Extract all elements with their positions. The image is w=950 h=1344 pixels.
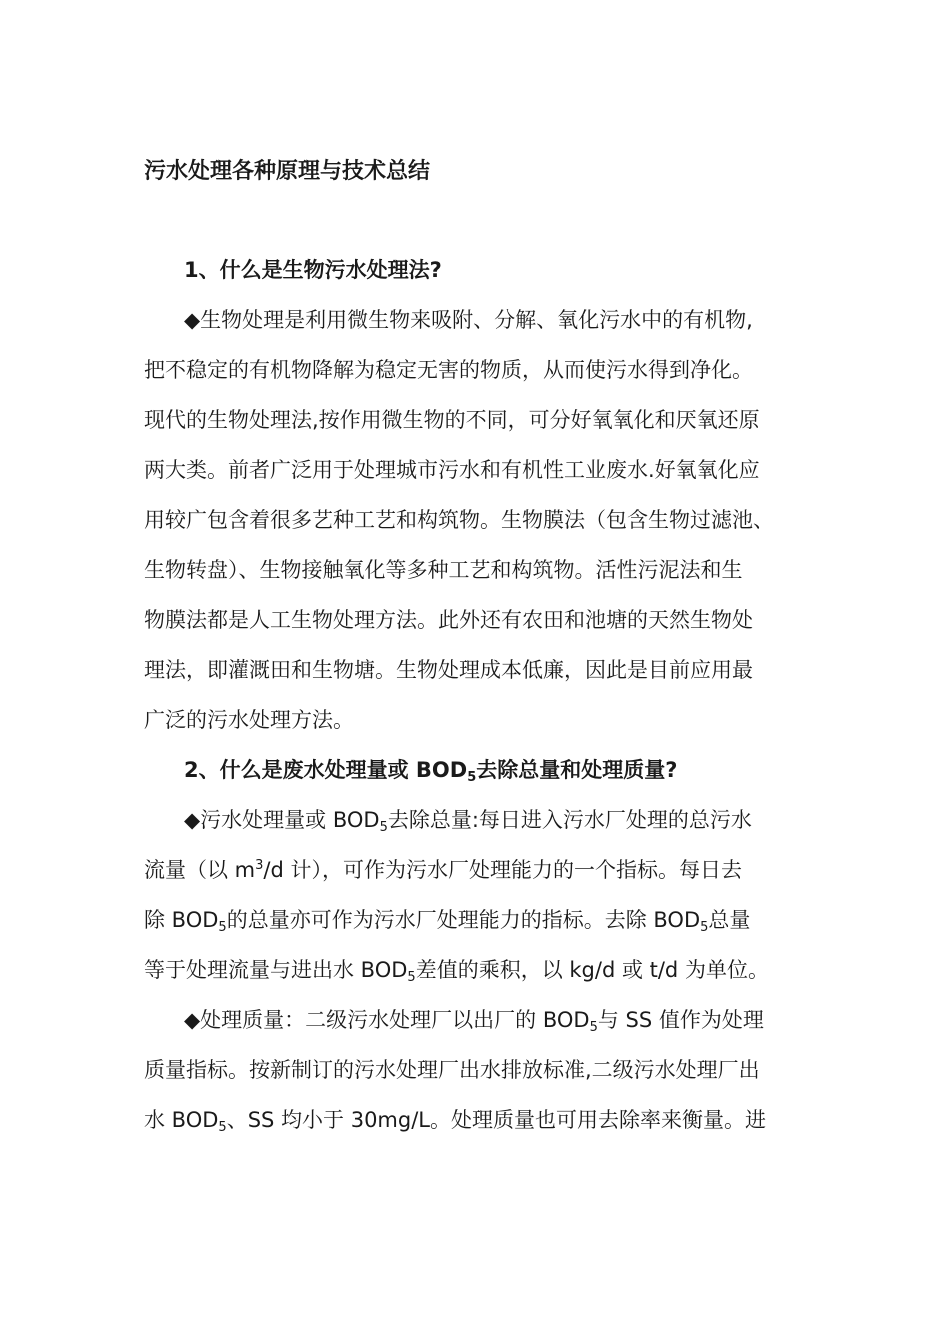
text-run: 差值的乘积，以 kg/d 或 t/d 为单位。 bbox=[415, 958, 769, 982]
section-1-line-9: 广泛的污水处理方法。 bbox=[144, 708, 354, 732]
section-1-line-1: ◆生物处理是利用微生物来吸附、分解、氧化污水中的有机物, bbox=[184, 308, 753, 332]
subscript: 5 bbox=[218, 920, 227, 935]
text-run: /d 计），可作为污水厂处理能力的一个指标。每日去 bbox=[263, 858, 743, 882]
section-2-p2-line-1 bbox=[144, 995, 804, 1045]
text-run: 等于处理流量与进出水 BOD bbox=[144, 958, 408, 982]
text-run: ◆污水处理量或 BOD bbox=[184, 808, 380, 832]
section-1-line-6: 生物转盘）、生物接触氧化等多种工艺和构筑物。活性污泥法和生 bbox=[144, 558, 743, 582]
section-2-p2-line-2: 质量指标。按新制订的污水处理厂出水排放标准,二级污水处理厂出 bbox=[144, 1058, 760, 1082]
subscript: 5 bbox=[218, 1120, 227, 1135]
section-2-p2-line-3 bbox=[144, 1095, 804, 1145]
section-2-heading bbox=[144, 745, 804, 795]
document-title: 污水处理各种原理与技术总结 bbox=[144, 159, 431, 184]
text-run: 水 BOD bbox=[144, 1108, 219, 1132]
text-run: 流量（以 m bbox=[144, 858, 256, 882]
section-1-line-7: 物膜法都是人工生物处理方法。此外还有农田和池塘的天然生物处 bbox=[144, 608, 753, 632]
text-run: 去除总量:每日进入污水厂处理的总污水 bbox=[387, 808, 752, 832]
section-1-line-4: 两大类。前者广泛用于处理城市污水和有机性工业废水.好氧氧化应 bbox=[144, 458, 760, 482]
section-1-line-3: 现代的生物处理法,按作用微生物的不同，可分好氧氧化和厌氧还原 bbox=[144, 408, 760, 432]
subscript: 5 bbox=[407, 970, 416, 985]
text-run: 总量 bbox=[708, 908, 751, 932]
section-2-p1-line-3 bbox=[144, 895, 804, 945]
section-1-line-5: 用较广包含着很多艺种工艺和构筑物。生物膜法（包含生物过滤池、 bbox=[144, 508, 774, 532]
text-run: 、SS 均小于 30mg/L。处理质量也可用去除率来衡量。进 bbox=[226, 1108, 766, 1132]
superscript: 3 bbox=[255, 858, 264, 873]
document-body bbox=[144, 245, 804, 1145]
text-run: 与 SS 值作为处理 bbox=[597, 1008, 764, 1032]
section-2-p1-line-1 bbox=[144, 795, 804, 845]
subscript: 5 bbox=[700, 920, 709, 935]
subscript: 5 bbox=[467, 770, 477, 785]
section-2-heading-post: 去除总量和处理质量? bbox=[476, 758, 678, 782]
text-run: 除 BOD bbox=[144, 908, 219, 932]
section-1-line-2: 把不稳定的有机物降解为稳定无害的物质，从而使污水得到净化。 bbox=[144, 358, 753, 382]
subscript: 5 bbox=[589, 1020, 598, 1035]
text-run: 的总量亦可作为污水厂处理能力的指标。去除 BOD bbox=[226, 908, 701, 932]
text-run: ◆处理质量：二级污水处理厂以出厂的 BOD bbox=[184, 1008, 590, 1032]
section-1-line-8: 理法，即灌溉田和生物塘。生物处理成本低廉，因此是目前应用最 bbox=[144, 658, 753, 682]
section-2-heading-pre: 2、什么是废水处理量或 BOD bbox=[184, 758, 468, 782]
section-2-p1-line-2 bbox=[144, 845, 804, 895]
subscript: 5 bbox=[379, 820, 388, 835]
section-2-p1-line-4 bbox=[144, 945, 804, 995]
section-1-heading: 1、什么是生物污水处理法? bbox=[184, 258, 442, 282]
